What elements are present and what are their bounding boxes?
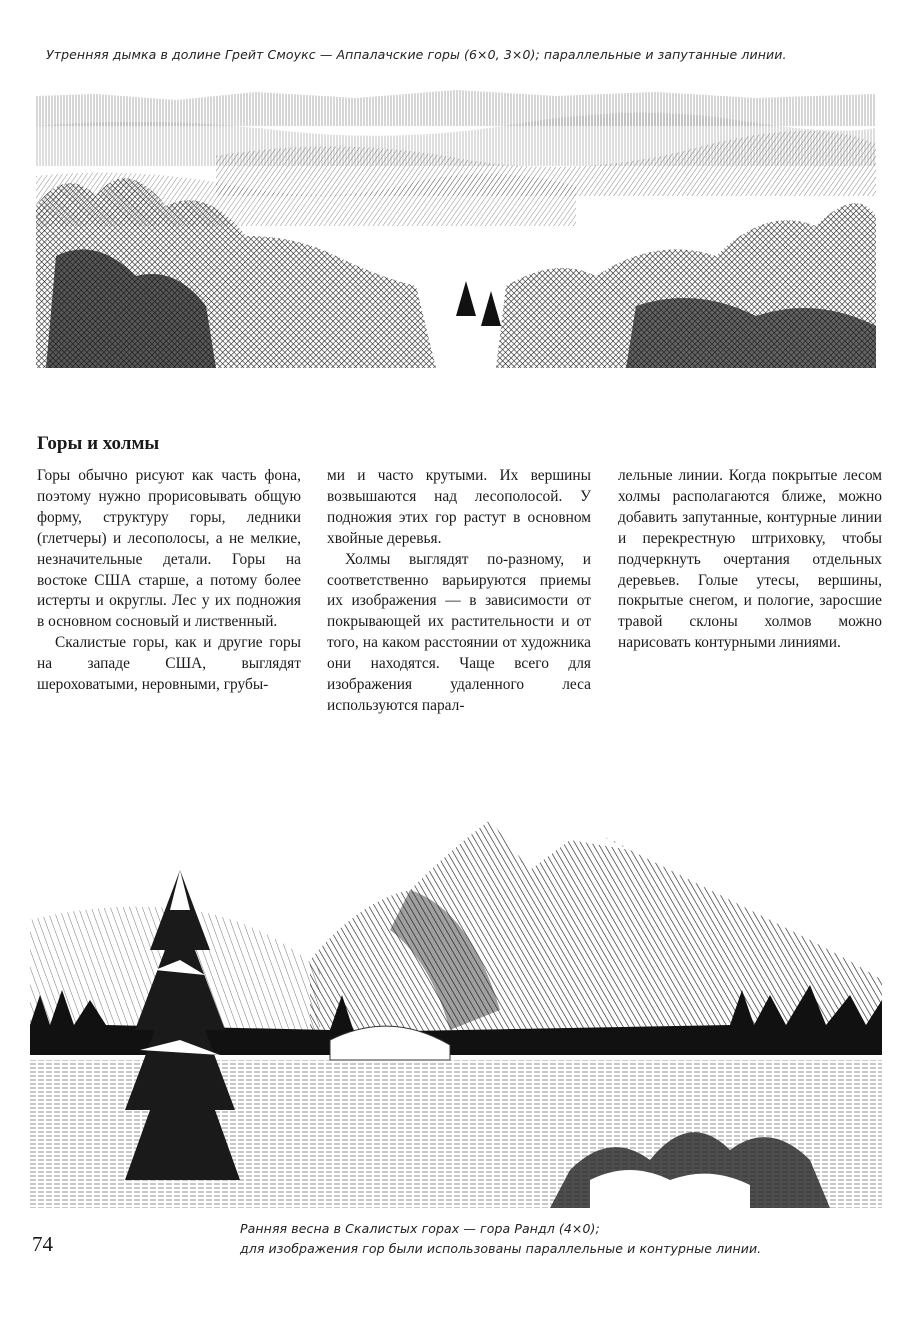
paragraph: Скалистые горы, как и другие горы на западе США, выглядят шероховатыми, неровными, грубы- — [37, 634, 301, 694]
mount-rundle-illustration — [30, 810, 882, 1208]
page-number: 74 — [32, 1232, 53, 1256]
top-illustration-caption: Утренняя дымка в долине Грейт Смоукс — Аппалачские горы (6×0, 3×0); параллельные и запутанные линии. — [46, 47, 787, 62]
section-heading: Горы и холмы — [37, 433, 160, 454]
paragraph: ми и часто крутыми. Их вершины возвышаются над лесополосой. У подножия этих гор растут в основном хвойные деревья. — [327, 467, 591, 547]
text-column-3 — [618, 466, 882, 654]
paragraph: Холмы выглядят по-разному, и соответственно варьируются приемы их изображения — в зависимости от покрывающей их растительности и от того, на каком расстоянии от художника они находятся. Чаще всего для изображения удаленного леса используются парал- — [327, 550, 591, 714]
paragraph: лельные линии. Когда покрытые лесом холмы располагаются ближе, можно добавить запутанные, контурные линии и перекрестную штриховку, чтобы подчеркнуть очертания отдельных деревьев. Голые утесы, вершины, покрытые снегом, и пологие, заросшие травой склоны холмов можно нарисовать контурными линиями. — [618, 467, 882, 652]
bottom-illustration-caption — [240, 1219, 840, 1259]
appalachian-mountains-illustration — [36, 86, 876, 368]
text-column-1 — [37, 466, 301, 696]
caption-line: Ранняя весна в Скалистых горах — гора Рандл (4×0); — [240, 1221, 600, 1236]
text-column-2 — [327, 466, 591, 717]
paragraph: Горы обычно рисуют как часть фона, поэтому нужно прорисовывать общую форму, структуру горы, ледники (глетчеры) и лесополосы, а не мелкие, незначительные детали. Горы на востоке США старше, а потому более истерты и округлы. Лес у их подножия в основном сосновый и лиственный. — [37, 467, 301, 631]
caption-line: для изображения гор были использованы параллельные и контурные линии. — [240, 1241, 762, 1256]
